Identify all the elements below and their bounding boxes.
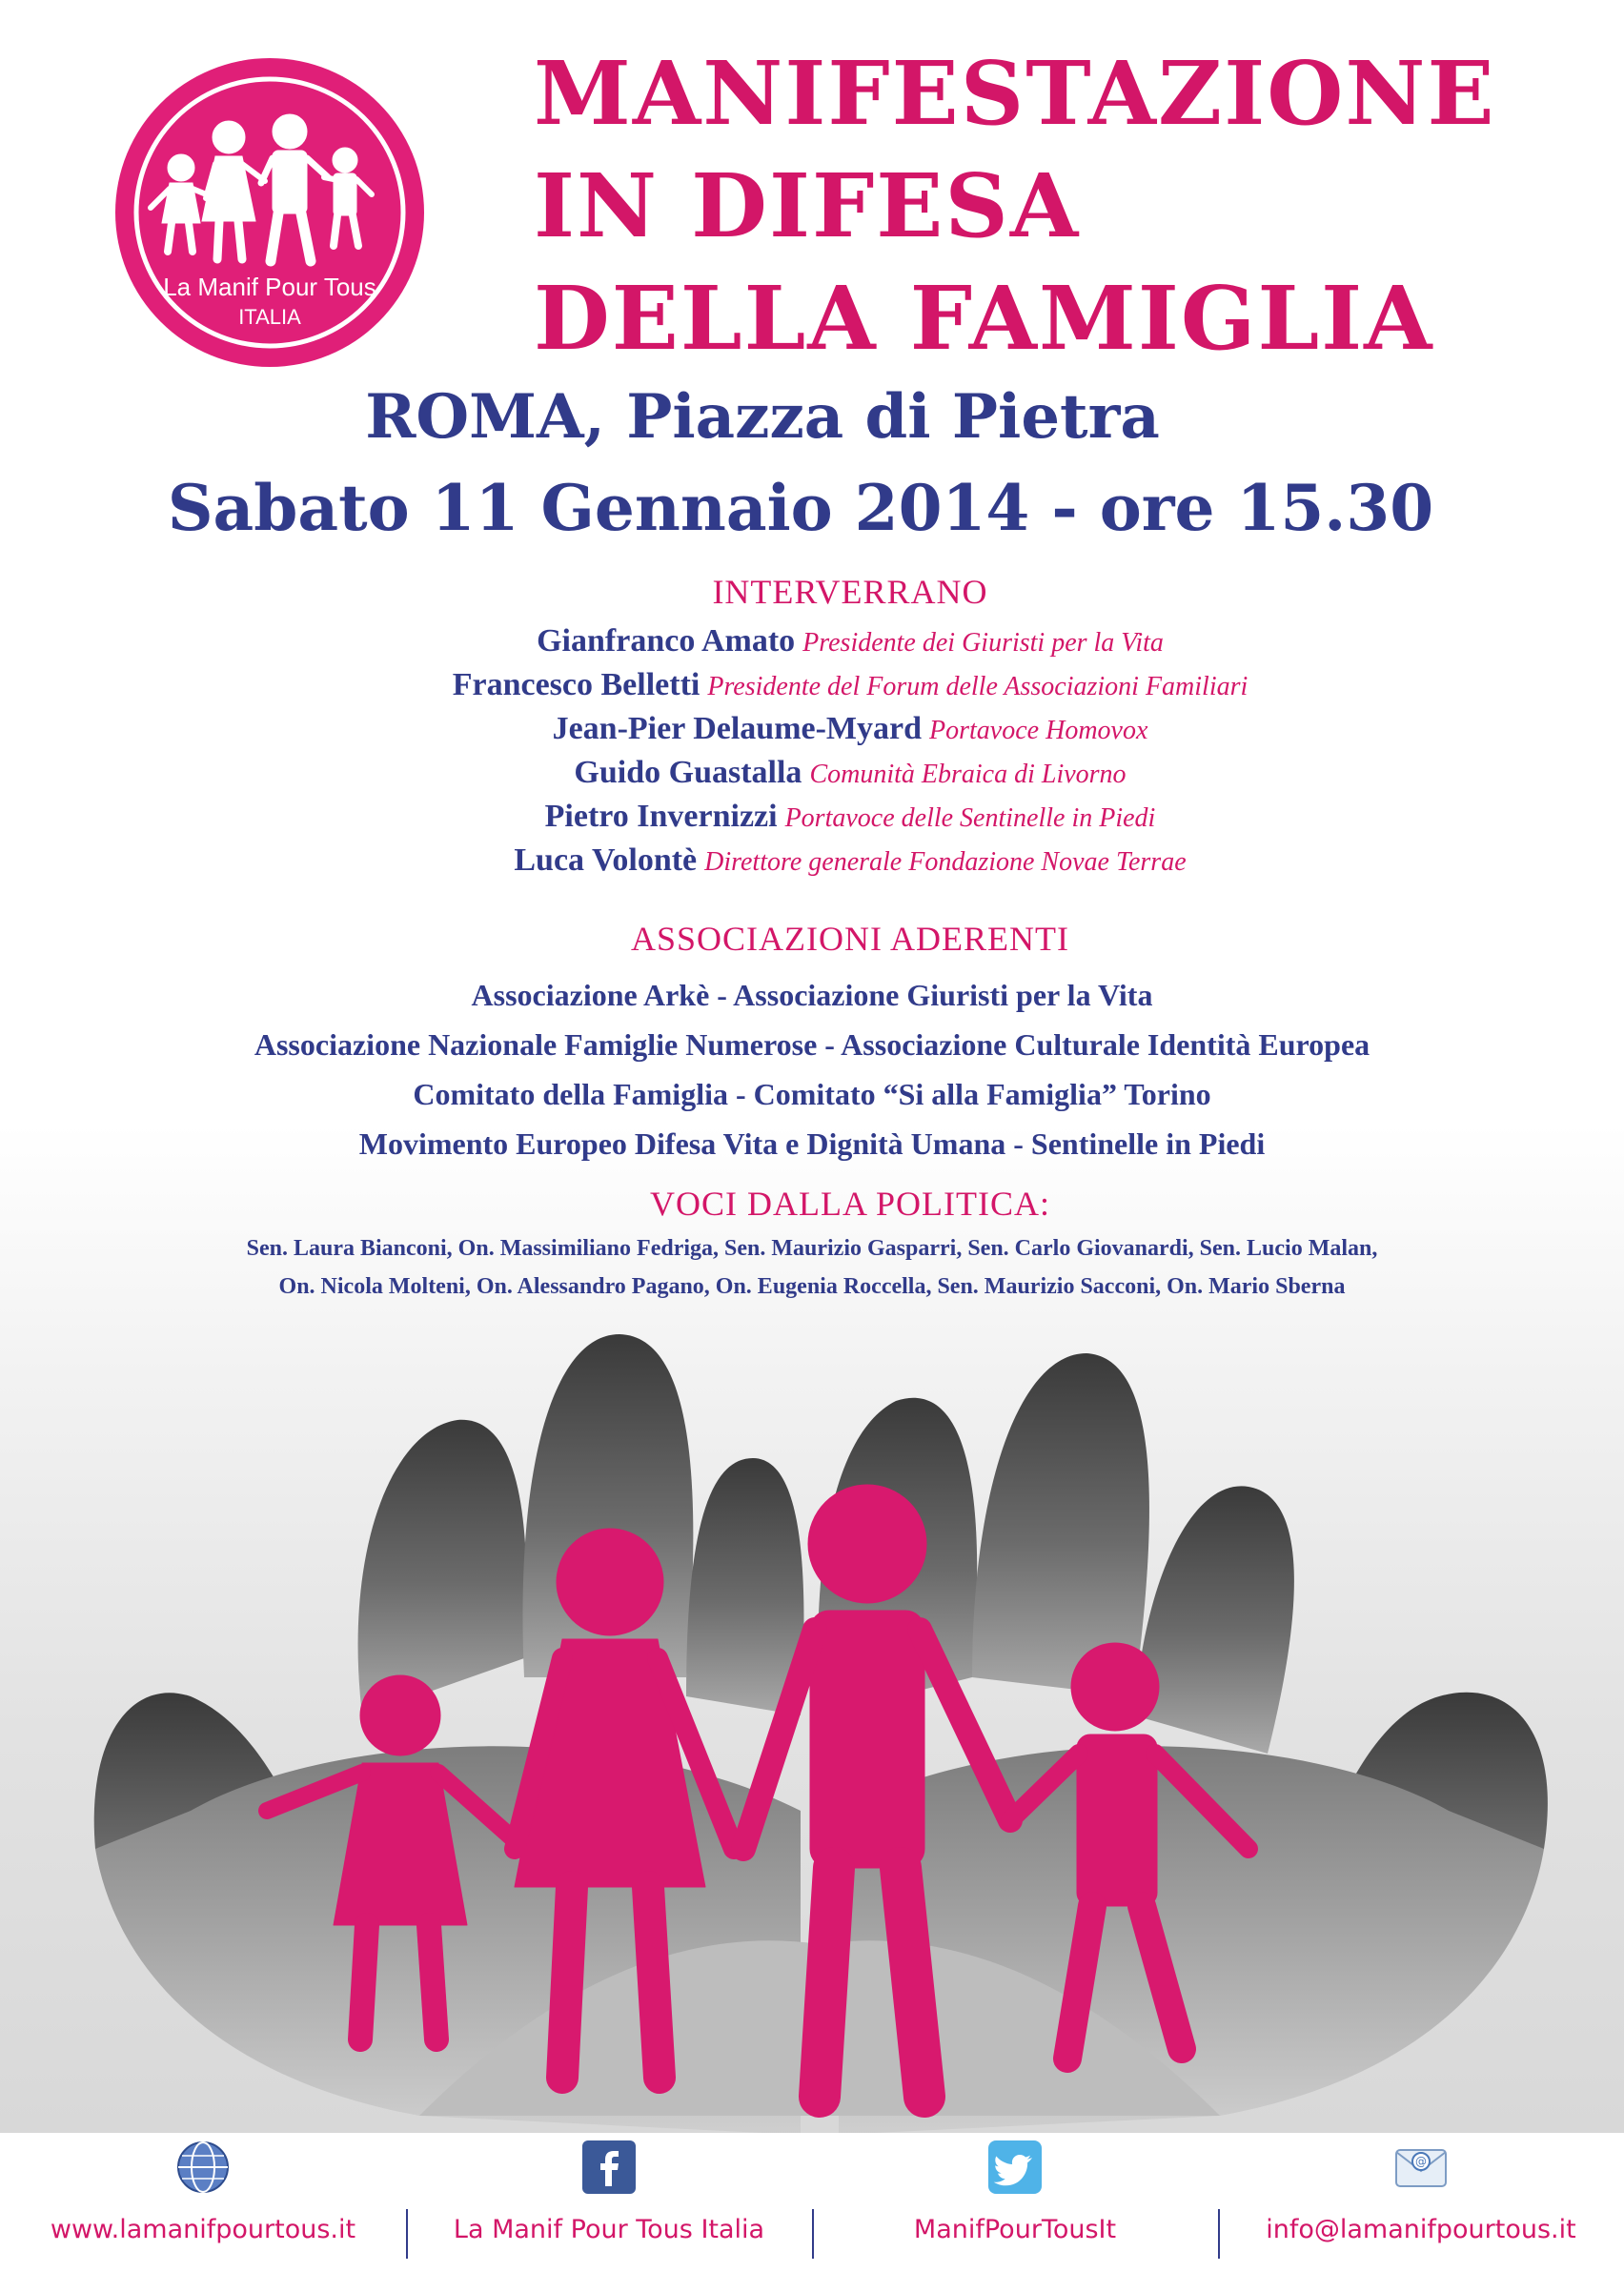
event-place: ROMA, Piazza di Pietra (365, 381, 1160, 453)
svg-text:@: @ (1415, 2155, 1427, 2168)
politics-line: On. Nicola Molteni, On. Alessandro Pagano, On. Eugenia Roccella, Sen. Maurizio Sacconi, On. Mario Sberna (278, 1274, 1346, 1299)
association-line: Associazione Nazionale Famiglie Numerose - Associazione Culturale Identità Europea (254, 1027, 1370, 1062)
footer-twitter[interactable] (812, 2133, 1218, 2272)
la-manif-logo (112, 55, 427, 370)
logo-text: La Manif Pour Tous (163, 273, 376, 301)
twitter-icon (988, 2140, 1042, 2194)
speaker-item (38, 619, 1624, 663)
association-line: Associazione Arkè - Associazione Giuristi per la Vita (471, 978, 1153, 1012)
logo-subtext: ITALIA (238, 305, 301, 329)
speaker-item (38, 795, 1624, 839)
footer-facebook-text[interactable]: La Manif Pour Tous Italia (453, 2215, 765, 2244)
speaker-role: Portavoce delle Sentinelle in Piedi (784, 803, 1156, 833)
politics-line: Sen. Laura Bianconi, On. Massimiliano Fedriga, Sen. Maurizio Gasparri, Sen. Carlo Giovanardi, Sen. Lucio Malan, (246, 1236, 1378, 1261)
politics-title: VOCI DALLA POLITICA: (650, 1185, 1050, 1223)
associations-list (0, 970, 1624, 1168)
footer-facebook[interactable] (406, 2133, 812, 2272)
headline-line-1: MANIFESTAZIONE (534, 42, 1496, 145)
speakers-list (38, 619, 1624, 882)
speaker-name: Pietro Invernizzi (544, 799, 778, 834)
speakers-title: INTERVERRANO (712, 573, 988, 611)
speaker-name: Jean-Pier Delaume-Myard (552, 711, 923, 746)
footer-twitter-text[interactable]: ManifPourTousIt (913, 2215, 1117, 2244)
speaker-item (38, 751, 1624, 795)
speaker-name: Guido Guastalla (574, 755, 802, 790)
facebook-icon (582, 2140, 636, 2194)
speaker-role: Direttore generale Fondazione Novae Terrae (704, 847, 1187, 877)
politics-list (0, 1229, 1624, 1306)
footer-email[interactable] (1218, 2133, 1624, 2272)
speaker-name: Gianfranco Amato (537, 623, 796, 659)
speaker-name: Francesco Belletti (452, 667, 700, 702)
speaker-role: Comunità Ebraica di Livorno (809, 760, 1127, 789)
event-datetime: Sabato 11 Gennaio 2014 - ore 15.30 (167, 471, 1434, 545)
associations-title: ASSOCIAZIONI ADERENTI (631, 920, 1069, 958)
speaker-item (38, 663, 1624, 707)
email-icon (1394, 2140, 1448, 2194)
headline-line-2: IN DIFESA (534, 154, 1081, 257)
speaker-name: Luca Volontè (514, 842, 698, 878)
hands-family-illustration (76, 1315, 1563, 2135)
footer-email-text[interactable]: info@lamanifpourtous.it (1266, 2215, 1576, 2244)
speaker-role: Presidente del Forum delle Associazioni Familiari (707, 672, 1248, 701)
globe-icon (176, 2140, 230, 2194)
footer (0, 2133, 1624, 2272)
footer-website[interactable] (0, 2133, 406, 2272)
speaker-role: Presidente dei Giuristi per la Vita (802, 628, 1164, 658)
speaker-item (38, 839, 1624, 882)
headline-line-3: DELLA FAMIGLIA (534, 267, 1434, 370)
association-line: Movimento Europeo Difesa Vita e Dignità Umana - Sentinelle in Piedi (358, 1126, 1266, 1161)
speaker-role: Portavoce Homovox (929, 716, 1148, 745)
speaker-item (38, 707, 1624, 751)
association-line: Comitato della Famiglia - Comitato “Si alla Famiglia” Torino (413, 1077, 1211, 1111)
footer-website-text[interactable]: www.lamanifpourtous.it (50, 2215, 356, 2244)
